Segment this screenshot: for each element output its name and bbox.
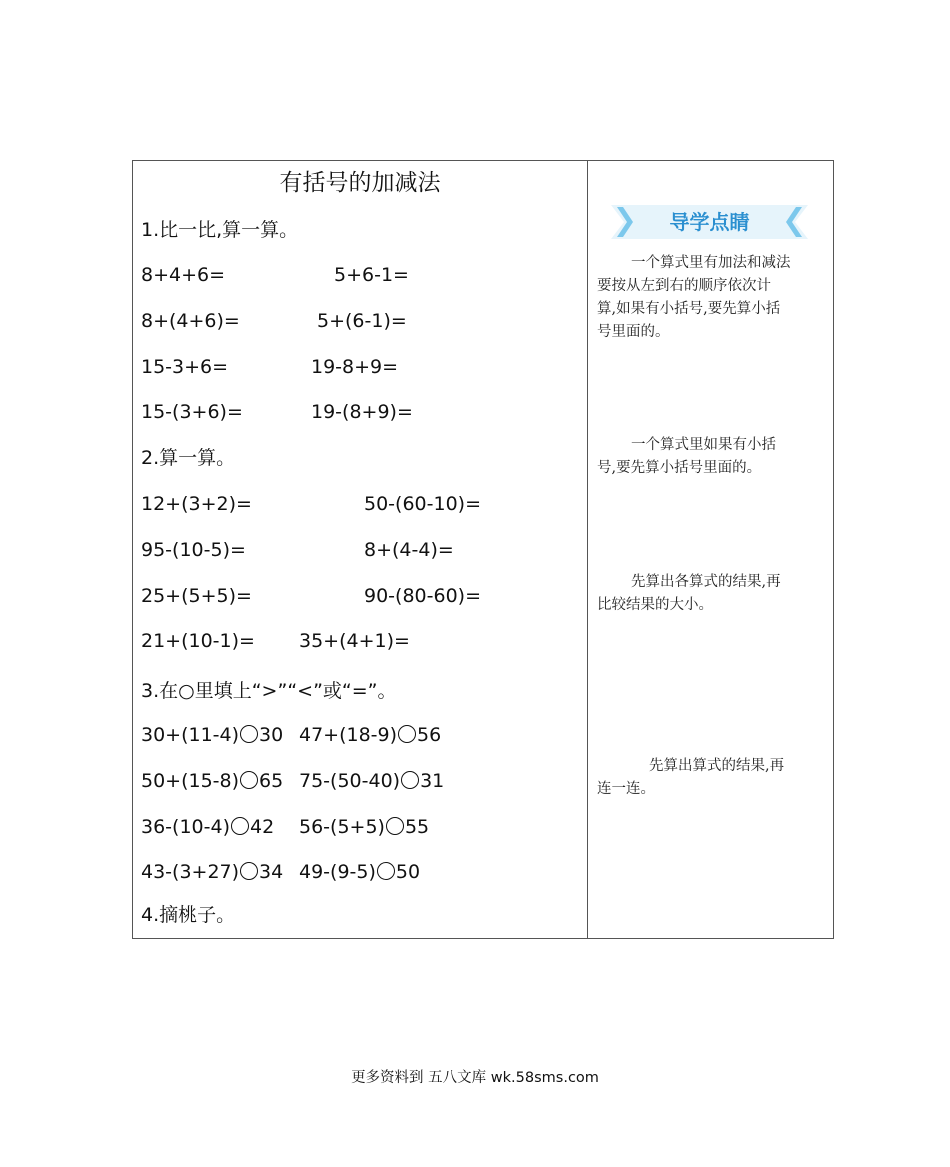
problem: 8+4+6=: [141, 264, 226, 286]
banner-label: 导学点睛: [669, 210, 750, 234]
problem: 21+(10-1)=: [141, 630, 255, 652]
problem-row: [141, 629, 410, 653]
problem: 19-8+9=: [311, 356, 399, 378]
problem-row: [141, 538, 454, 562]
guide-note: 一个算式里如果有小括 号,要先算小括号里面的。: [597, 437, 776, 476]
problem: 8+(4-4)=: [364, 539, 454, 561]
problem-row: [141, 400, 413, 424]
expression: 30+(11-4): [141, 724, 240, 746]
problem-row: [141, 355, 399, 379]
problem: 90-(80-60)=: [364, 585, 481, 607]
expression: 56-(5+5): [299, 816, 385, 838]
expression: 49-(9-5): [299, 861, 376, 883]
number: 50: [395, 861, 421, 883]
problem: 12+(3+2)=: [141, 493, 252, 515]
problem: 5+(6-1)=: [317, 310, 407, 332]
number: 56: [417, 724, 442, 746]
compare-row: [141, 723, 442, 747]
worksheet-title: 有括号的加减法: [279, 170, 441, 196]
section-1-heading: 1.比一比,算一算。: [141, 219, 299, 241]
section-4-heading: 4.摘桃子。: [141, 904, 236, 926]
expression: 50+(15-8): [141, 770, 240, 792]
number: 42: [249, 816, 275, 838]
problem-row: [141, 492, 481, 516]
number: 34: [259, 861, 284, 883]
problem: 35+(4+1)=: [299, 630, 410, 652]
answer-circle[interactable]: [231, 817, 249, 835]
problem: 15-(3+6)=: [141, 401, 243, 423]
number: 31: [420, 770, 445, 792]
answer-circle[interactable]: [401, 771, 419, 789]
problem: 19-(8+9)=: [311, 401, 413, 423]
guide-note: 先算出算式的结果,再 连一连。: [597, 758, 785, 797]
number: 30: [259, 724, 284, 746]
problem-row: [141, 584, 481, 608]
problem-row: [141, 263, 409, 287]
answer-circle[interactable]: [377, 862, 395, 880]
footer-text: 更多资料到 五八文库 wk.58sms.com: [351, 1070, 599, 1086]
answer-circle[interactable]: [240, 862, 258, 880]
column-divider: [587, 160, 588, 939]
answer-circle[interactable]: [398, 725, 416, 743]
problem-row: [141, 309, 407, 333]
guide-note: 先算出各算式的结果,再 比较结果的大小。: [597, 574, 781, 613]
section-3-heading: 3.在○里填上“>”“<”或“=”。: [141, 680, 397, 702]
problem: 25+(5+5)=: [141, 585, 252, 607]
expression: 43-(3+27): [141, 861, 240, 883]
answer-circle[interactable]: [240, 771, 258, 789]
answer-circle[interactable]: [240, 725, 258, 743]
guide-banner: [611, 205, 808, 239]
answer-circle[interactable]: [386, 817, 404, 835]
guide-note: 一个算式里有加法和减法 要按从左到右的顺序依次计 算,如果有小括号,要先算小括 号里面的。: [597, 255, 791, 340]
expression: 36-(10-4): [141, 816, 230, 838]
compare-row: [141, 769, 445, 793]
problem: 50-(60-10)=: [364, 493, 481, 515]
section-2-heading: 2.算一算。: [141, 447, 236, 469]
number: 65: [259, 770, 284, 792]
compare-row: [141, 860, 421, 884]
compare-row: [141, 815, 430, 839]
problem: 15-3+6=: [141, 356, 229, 378]
problem: 8+(4+6)=: [141, 310, 240, 332]
expression: 47+(18-9): [299, 724, 398, 746]
problem: 95-(10-5)=: [141, 539, 246, 561]
problem: 5+6-1=: [334, 264, 409, 286]
number: 55: [404, 816, 430, 838]
expression: 75-(50-40): [299, 770, 401, 792]
